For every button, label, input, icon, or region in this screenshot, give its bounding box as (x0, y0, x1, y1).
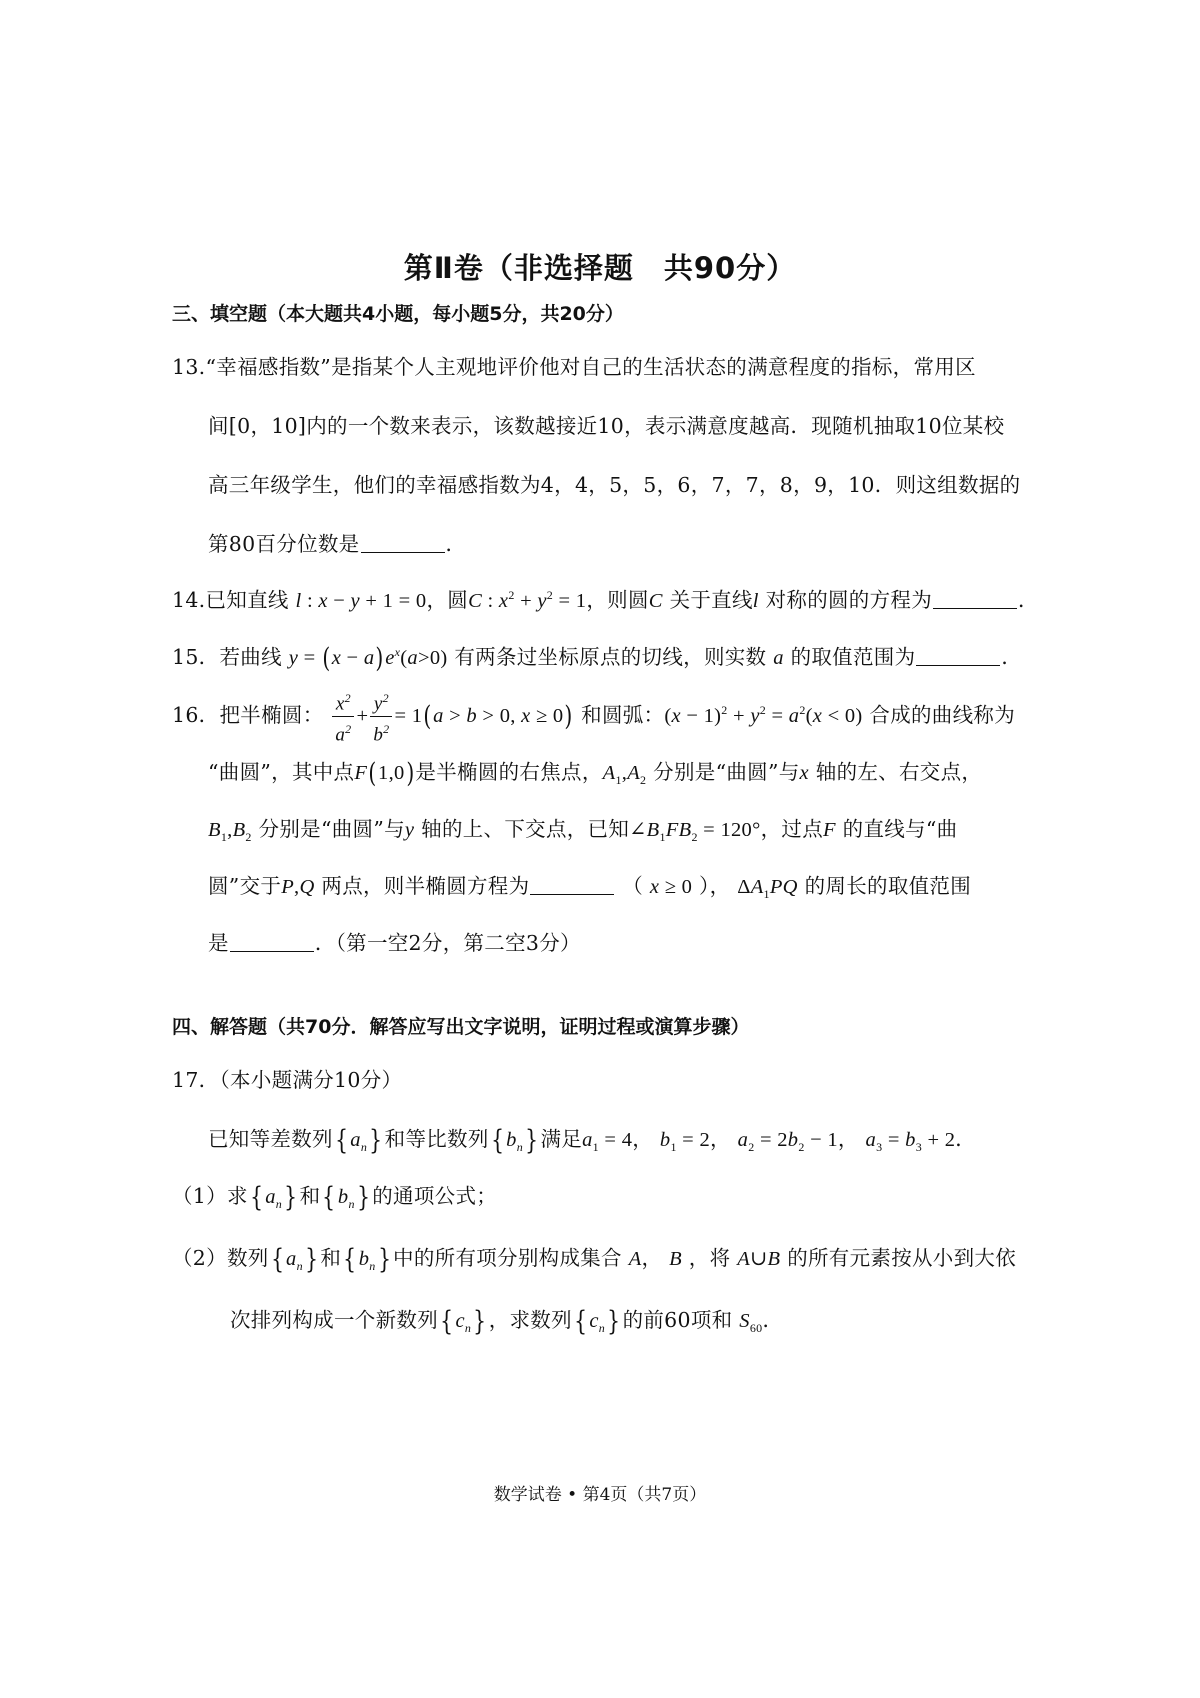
answer-blank[interactable] (230, 950, 314, 952)
q17-header: 17．（本小题满分10分） (172, 1068, 403, 1092)
page-title: 第Ⅱ卷（非选择题 共90分） (403, 251, 797, 285)
page-footer: 数学试卷 • 第4页（共7页） (493, 1485, 707, 1505)
answer-blank[interactable] (361, 551, 445, 553)
q13-line-1: 13.“幸福感指数”是指某个人主观地评价他对自己的生活状态的满意程度的指标，常用区 (172, 355, 976, 379)
q16-line-2: “曲圆”，其中点F(1,0)是半椭圆的右焦点，$A_1,A_2$ 分别是“曲圆”与x 轴的左、右交点， (208, 758, 983, 789)
q14-number: 14. (172, 588, 206, 612)
q17-part-1: （1）求{ $a_n$} 和{ $b_n$} 的通项公式； (172, 1182, 498, 1213)
q16-line-5: 是 ．（第一空2分，第二空3分） (208, 931, 581, 955)
q13-line-3: 高三年级学生，他们的幸福感指数为4，4，5，5，6，7，7，8，9，10．则这组数据的 (208, 473, 1021, 497)
q17-part-2: （2）数列{ $a_n$} 和{ $b_n$} 中的所有项分别构成集合 A， B ，将 A∪B 的所有元素按从小到大依 (172, 1244, 1017, 1275)
fraction: $\frac{y^2}{b^2}$ (370, 686, 392, 748)
q16-line-1: 16．把半椭圆： $\frac{x^2}{a^2}$ + $\frac{y^2}{b^2}$ = 1(a > b > 0, x ≥ 0) 和圆弧：$(x - 1)^2 + y^2 = a^2(x < 0)$ 合成的曲线称为 (172, 683, 1015, 747)
section-4-heading: 四、解答题（共70分．解答应写出文字说明，证明过程或演算步骤） (172, 1016, 750, 1038)
q16-line-3: $B_1,B_2$ 分别是“曲圆”与y 轴的上、下交点，已知$\angle B_1FB_2 = 120^\circ$，过点F 的直线与“曲 (208, 817, 958, 845)
q16-line-4: 圆”交于P,Q 两点，则半椭圆方程为 （ x ≥ 0 ）， $\Delta A_1PQ$ 的周长的取值范围 (208, 874, 972, 902)
math-expression: y (288, 647, 299, 669)
q13-line-4: 第80百分位数是 ． (208, 532, 467, 556)
answer-blank[interactable] (530, 893, 614, 895)
q13-line-2: 间[0，10]内的一个数来表示，该数越接近10，表示满意度越高．现随机抽取10位某校 (208, 414, 1005, 438)
answer-blank[interactable] (933, 607, 1017, 609)
q17-number: 17． (172, 1068, 220, 1092)
math-expression: C (468, 590, 483, 612)
q17-part-2-cont: 次排列构成一个新数列{ $c_n$} ，求数列{ $c_n$} 的前60项和 $S_{60}$． (230, 1306, 784, 1337)
answer-blank[interactable] (916, 664, 1000, 666)
fraction: $\frac{x^2}{a^2}$ (332, 686, 354, 748)
question-15: 15．若曲线 $y = (x - a)e^x(a>0)$ 有两条过坐标原点的切线，则实数 a 的取值范围为 ． (172, 643, 1023, 674)
q15-number: 15． (172, 645, 220, 669)
question-14: 14.已知直线 l : x − y + 1 = 0，圆C : $x^2 + y^2 = 1$，则圆C 关于直线l 对称的圆的方程为 ． (172, 588, 1039, 612)
q16-number: 16． (172, 702, 220, 727)
section-3-heading: 三、填空题（本大题共4小题，每小题5分，共20分） (172, 303, 624, 325)
q13-number: 13. (172, 355, 206, 379)
math-expression: l (295, 590, 302, 612)
q17-statement: 已知等差数列{ $a_n$} 和等比数列{ $b_n$} 满足$a_1 = 4$， $b_1 = 2$， $a_2 = 2b_2 - 1$， $a_3 = b_3 + 2$． (208, 1125, 977, 1156)
